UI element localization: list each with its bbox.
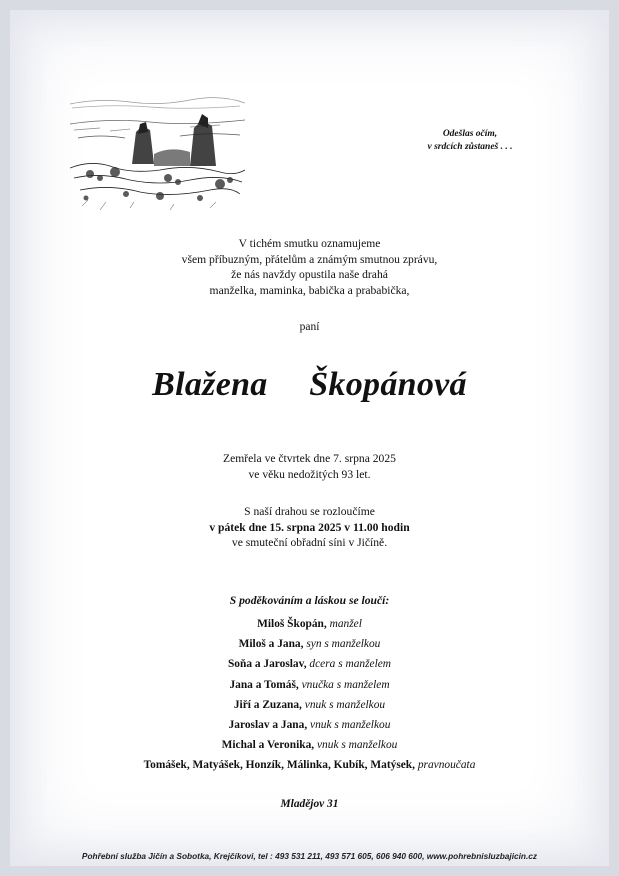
death-age: ve věku nedožitých 93 let. — [248, 467, 371, 481]
epigraph-line-1: Odešlas očím, — [442, 129, 498, 139]
intro-line: všem příbuzným, přátelům a známým smutnou zprávu, — [181, 252, 438, 266]
mourner-row — [0, 634, 619, 654]
intro-line: že nás navždy opustila naše drahá — [231, 268, 388, 281]
mourner-names: Miloš a Jana, — [238, 638, 304, 651]
mourner-relation: vnuk s manželkou — [304, 698, 386, 711]
mourner-relation: dcera s manželem — [309, 658, 392, 671]
mourner-relation: manžel — [329, 618, 362, 630]
title-word: paní — [299, 321, 320, 333]
mourner-row — [0, 654, 619, 674]
mourner-row — [0, 675, 619, 695]
death-info — [0, 451, 619, 482]
mourner-relation: vnučka s manželem — [301, 678, 390, 691]
mourner-relation: vnuk s manželkou — [317, 739, 398, 752]
deceased-name: Blažena Škopánová — [152, 366, 467, 403]
mourner-relation: vnuk s manželkou — [310, 719, 391, 732]
mourner-names: Jana a Tomáš, — [229, 678, 299, 691]
funeral-info — [0, 504, 619, 551]
mourner-names: Jiří a Zuzana, — [233, 698, 302, 711]
family-address: Mladějov 31 — [280, 798, 339, 810]
landscape-sketch-illustration — [70, 94, 245, 214]
mourner-row — [0, 755, 619, 775]
mourner-relation: pravnoučata — [417, 759, 476, 772]
epigraph — [400, 128, 540, 154]
epigraph-line-2: v srdcích zůstaneš . . . — [427, 142, 513, 152]
announcement-text — [0, 236, 619, 298]
funeral-date-time: v pátek dne 15. srpna 2025 v 11.00 hodin — [209, 520, 410, 534]
death-date: Zemřela ve čtvrtek dne 7. srpna 2025 — [223, 452, 396, 465]
mourner-row — [0, 735, 619, 755]
funeral-place: ve smuteční obřadní síni v Jičíně. — [231, 536, 388, 549]
intro-line: V tichém smutku oznamujeme — [238, 237, 381, 250]
intro-line: manželka, maminka, babička a prababička, — [209, 283, 410, 297]
mourner-names: Tomášek, Matyášek, Honzík, Málinka, Kubík, Matýsek, — [143, 759, 415, 772]
mourner-names: Miloš Škopán, — [257, 618, 327, 630]
funeral-service-footer: Pohřební služba Jičín a Sobotka, Krejčíkovi, tel : 493 531 211, 493 571 605, 606 940 600, www.pohrebnisluzbajicin.cz — [81, 851, 538, 861]
mourner-relation: syn s manželkou — [306, 638, 381, 651]
mourner-row — [0, 614, 619, 634]
mourner-names: Michal a Veronika, — [221, 739, 315, 752]
mourner-row — [0, 715, 619, 735]
thanks-heading: S poděkováním a láskou se loučí: — [229, 594, 390, 607]
mourners-list — [0, 614, 619, 776]
funeral-line-1: S naší drahou se rozloučíme — [244, 505, 375, 518]
mourner-names: Jaroslav a Jana, — [228, 719, 308, 732]
mourner-names: Soňa a Jaroslav, — [227, 658, 307, 671]
mourner-row — [0, 695, 619, 715]
